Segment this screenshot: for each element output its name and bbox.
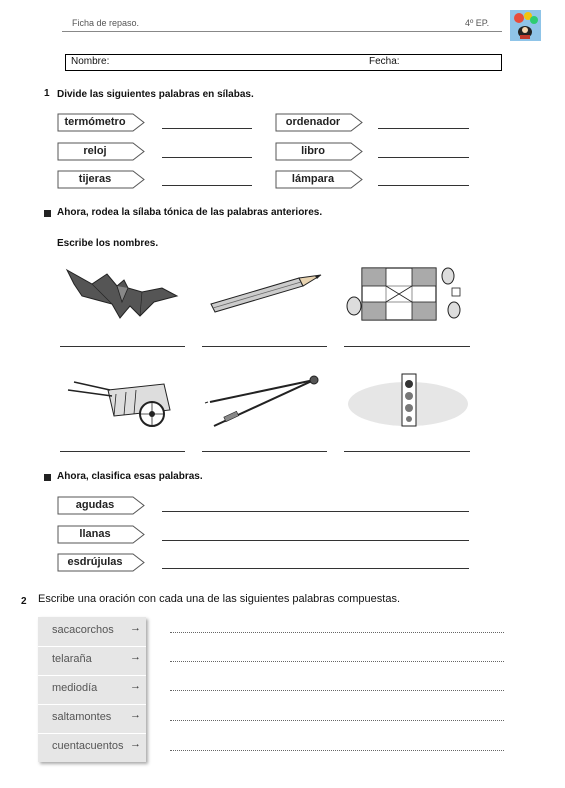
category-tag [57, 553, 145, 572]
answer-line[interactable] [162, 568, 469, 569]
compound-word: cuentacuentos [52, 740, 124, 752]
answer-line[interactable] [344, 451, 470, 452]
grade-label: 4º EP. [465, 18, 490, 28]
category-label: esdrújulas [67, 556, 123, 568]
question-1-number: 1 [44, 88, 50, 99]
question-2-number: 2 [21, 596, 27, 607]
answer-line[interactable] [162, 157, 252, 158]
sentence-line[interactable] [170, 750, 504, 751]
question-1-instruction: Divide las siguientes palabras en sílabas. [57, 89, 254, 100]
word-tag [275, 170, 363, 189]
bat-picture [62, 262, 180, 326]
word-label: termómetro [64, 116, 126, 128]
list-item [38, 617, 146, 647]
cart-picture [64, 372, 180, 430]
header-divider [62, 31, 502, 32]
category-label: agudas [75, 499, 115, 511]
arrow-right-icon: → [130, 738, 141, 750]
compound-word: saltamontes [52, 711, 112, 723]
sentence-line[interactable] [170, 720, 504, 721]
word-label: tijeras [78, 173, 112, 185]
answer-line[interactable] [202, 451, 327, 452]
answer-line[interactable] [202, 346, 327, 347]
list-item [38, 675, 146, 705]
compound-words-panel [38, 617, 146, 762]
word-label: lámpara [291, 173, 335, 185]
list-item [38, 646, 146, 676]
compound-word: telaraña [52, 653, 92, 665]
bullet-icon [44, 210, 51, 217]
list-item [38, 704, 146, 734]
answer-line[interactable] [162, 185, 252, 186]
name-date-box [65, 54, 502, 71]
word-tag [57, 142, 145, 161]
word-label: ordenador [285, 116, 341, 128]
traffic-light-picture [346, 372, 470, 430]
bullet-icon [44, 474, 51, 481]
pencil-picture [207, 272, 325, 318]
answer-line[interactable] [162, 540, 469, 541]
answer-line[interactable] [60, 451, 185, 452]
parcheesi-board-picture [344, 262, 466, 326]
question-2-instruction: Escribe una oración con cada una de las siguientes palabras compuestas. [38, 593, 401, 605]
answer-line[interactable] [162, 511, 469, 512]
compass-picture [204, 374, 324, 430]
date-label: Fecha: [369, 56, 400, 67]
school-logo-icon [510, 10, 541, 41]
category-label: llanas [79, 528, 111, 540]
compound-word: mediodía [52, 682, 98, 694]
arrow-right-icon: → [130, 622, 141, 634]
name-label: Nombre: [71, 56, 110, 67]
answer-line[interactable] [344, 346, 470, 347]
category-tag [57, 525, 145, 544]
answer-line[interactable] [378, 157, 469, 158]
answer-line[interactable] [378, 128, 469, 129]
word-tag [57, 113, 145, 132]
arrow-right-icon: → [130, 680, 141, 692]
worksheet-title: Ficha de repaso. [72, 18, 140, 28]
names-instruction: Escribe los nombres. [57, 238, 159, 249]
list-item [38, 733, 146, 762]
answer-line[interactable] [162, 128, 252, 129]
answer-line[interactable] [378, 185, 469, 186]
compound-word: sacacorchos [52, 624, 114, 636]
word-tag [275, 142, 363, 161]
word-tag [275, 113, 363, 132]
classify-instruction: Ahora, clasifica esas palabras. [57, 471, 203, 482]
tonic-instruction: Ahora, rodea la sílaba tónica de las palabras anteriores. [57, 207, 323, 218]
arrow-right-icon: → [130, 651, 141, 663]
word-tag [57, 170, 145, 189]
sentence-line[interactable] [170, 632, 504, 633]
sentence-line[interactable] [170, 661, 504, 662]
category-tag [57, 496, 145, 515]
sentence-line[interactable] [170, 690, 504, 691]
answer-line[interactable] [60, 346, 185, 347]
word-label: libro [301, 145, 325, 157]
word-label: reloj [83, 145, 107, 157]
arrow-right-icon: → [130, 709, 141, 721]
